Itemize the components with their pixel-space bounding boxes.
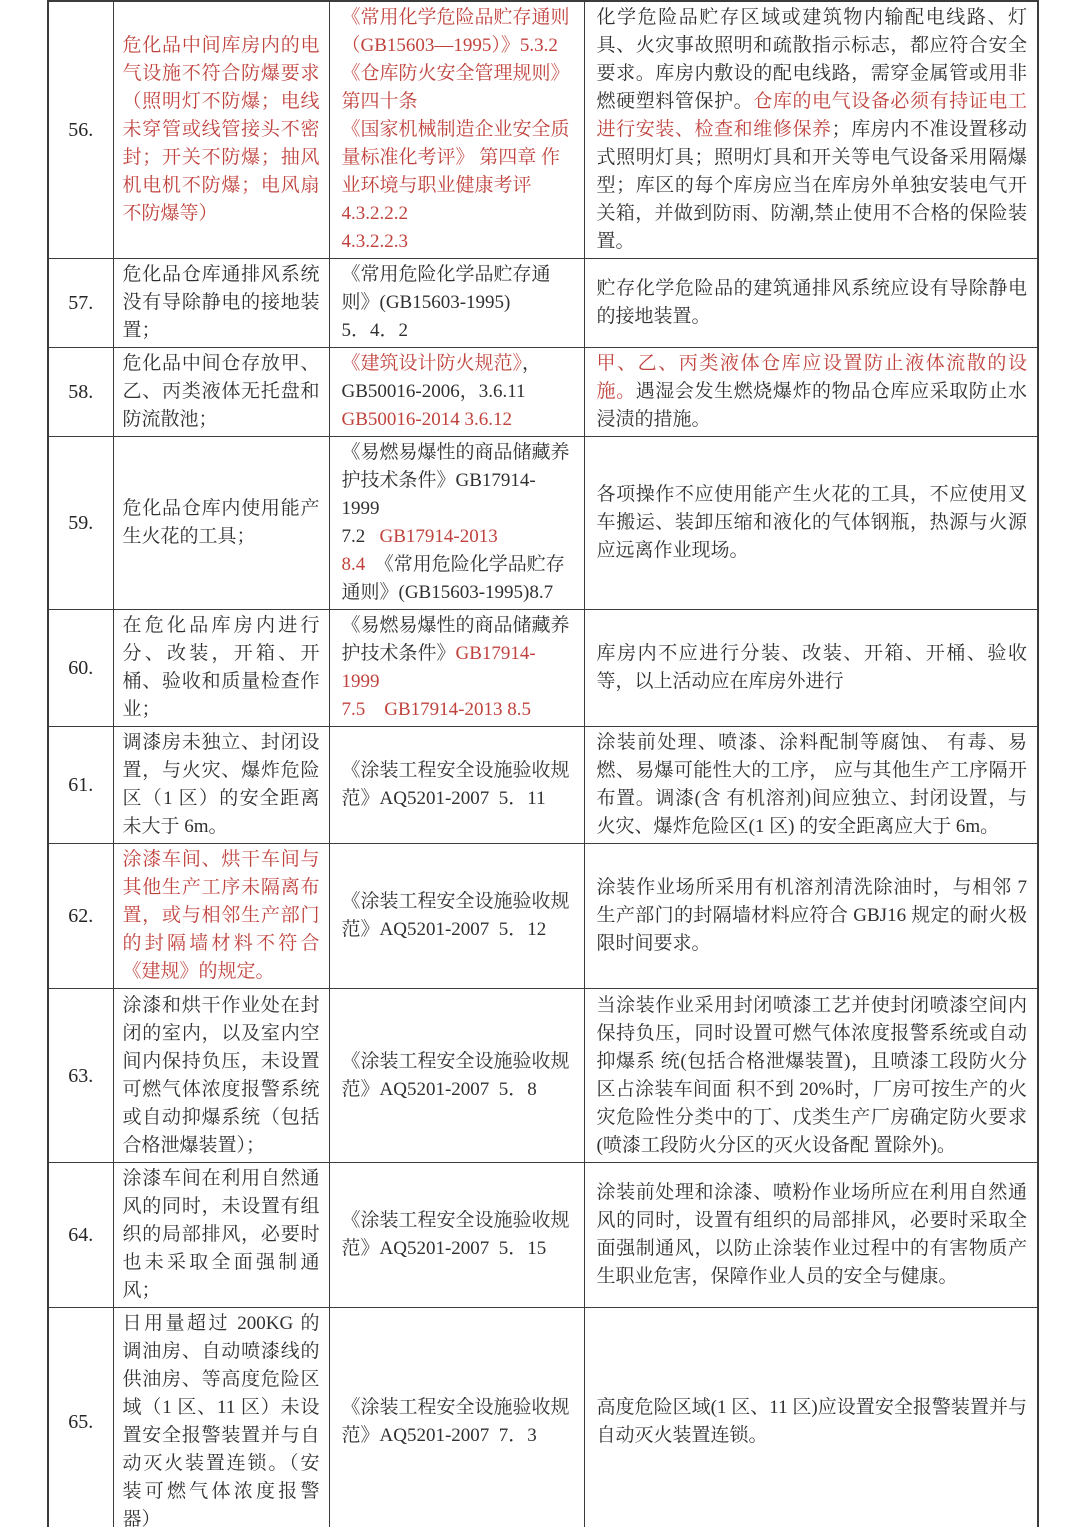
text-segment: 各项操作不应使用能产生火花的工具，不应使用叉车搬运、装卸压缩和液化的气体钢瓶，热源与火源应远离作业现场。 bbox=[596, 484, 1027, 561]
text-segment: ；库房内不准设置移动式照明灯具；照明灯具和开关等电气设备采用隔爆型；库区的每个库房应当在库房外单独安装电气开关箱，并做到防雨、防潮,禁止使用不合格的保险装置。 bbox=[596, 119, 1027, 252]
text-segment: 涂装前处理、喷漆、涂料配制等腐蚀、 有毒、易燃、易爆可能性大的工序， 应与其他生产工序隔开布置。调漆(含 有机溶剂)间应独立、封闭设置，与火灾、爆炸危险区(1 区) 的安全距离应大于 6m。 bbox=[596, 732, 1027, 837]
audit-table-body bbox=[48, 1, 1038, 1527]
audit-table bbox=[47, 0, 1039, 1527]
cell-regulation-reference bbox=[329, 1, 584, 259]
cell-requirement bbox=[584, 844, 1038, 989]
table-row bbox=[48, 989, 1038, 1163]
cell-requirement bbox=[584, 437, 1038, 610]
cell-row-number: 65. bbox=[48, 1308, 113, 1527]
cell-regulation-reference bbox=[329, 610, 584, 727]
text-segment: GB50016-2006，3.6.11 bbox=[341, 381, 526, 402]
text-segment: 《易燃易爆性的商品储藏养护技术条件》 bbox=[341, 615, 570, 664]
text-segment: 高度危险区域(1 区、11 区)应设置安全报警装置并与自动灭火装置连锁。 bbox=[596, 1397, 1027, 1446]
table-row bbox=[48, 727, 1038, 844]
cell-regulation-reference bbox=[329, 437, 584, 610]
text-segment: 4.3.2.2.3 bbox=[341, 231, 408, 252]
text-segment: GB50016-2014 3.6.12 bbox=[341, 409, 512, 430]
table-row bbox=[48, 348, 1038, 437]
table-row bbox=[48, 1, 1038, 259]
text-segment: 《涂装工程安全设施验收规范》AQ5201-2007 5．8 bbox=[341, 1050, 570, 1100]
text-segment: 7.2 bbox=[341, 526, 380, 547]
text-segment: 《常用危险化学品贮存通则》(GB15603-1995) bbox=[341, 264, 551, 313]
cell-issue-description bbox=[113, 1308, 329, 1527]
text-segment: 在危化品库房内进行分、改装，开箱、开桶、验收和质量检查作业； bbox=[122, 615, 320, 720]
text-segment: 危化品仓库内使用能产生火花的工具； bbox=[122, 498, 320, 547]
text-segment: 仓库的电气设备必须有持证电工进行安装、检查和维修保养 bbox=[596, 91, 1027, 140]
text-segment: ， bbox=[522, 353, 542, 374]
cell-row-number: 57. bbox=[48, 259, 113, 348]
text-segment: 化学危险品贮存区域或建筑物内输配电线路、灯具、火灾事故照明和疏散指示标志，都应符合安全要求。库房内敷设的配电线路，需穿金属管或用非燃硬塑料管保护。 bbox=[596, 7, 1027, 112]
cell-requirement bbox=[584, 727, 1038, 844]
cell-row-number: 60. bbox=[48, 610, 113, 727]
cell-issue-description bbox=[113, 989, 329, 1163]
cell-regulation-reference bbox=[329, 989, 584, 1163]
text-segment: 涂漆和烘干作业处在封闭的室内，以及室内空间内保持负压，未设置可燃气体浓度报警系统或自动抑爆系统（包括合格泄爆装置）； bbox=[122, 994, 320, 1156]
table-row bbox=[48, 437, 1038, 610]
text-segment: 调漆房未独立、封闭设置，与火灾、爆炸危险区（1 区）的安全距离未大于 6m。 bbox=[122, 732, 320, 837]
text-segment: 危化品中间库房内的电气设施不符合防爆要求（照明灯不防爆；电线未穿管或线管接头不密封；开关不防爆；抽风机电机不防爆；电风扇不防爆等） bbox=[122, 35, 320, 224]
text-segment: 《建筑设计防火规范》 bbox=[341, 353, 523, 374]
cell-issue-description bbox=[113, 259, 329, 348]
text-segment: GB17914-2013 bbox=[379, 526, 498, 547]
cell-row-number: 64. bbox=[48, 1163, 113, 1308]
table-row bbox=[48, 1163, 1038, 1308]
cell-regulation-reference bbox=[329, 1163, 584, 1308]
text-segment: 《国家机械制造企业安全质量标准化考评》 第四章 作业环境与职业健康考评 bbox=[341, 119, 570, 196]
text-segment: 《易燃易爆性的商品储藏养护技术条件》GB17914-1999 bbox=[341, 442, 570, 519]
text-segment: 涂漆车间、烘干车间与其他生产工序未隔离布置，或与相邻生产部门的封隔墙材料不符合《建规》的规定。 bbox=[122, 849, 320, 982]
cell-issue-description bbox=[113, 727, 329, 844]
text-segment: 遇湿会发生燃烧爆炸的物品仓库应采取防止水浸渍的措施。 bbox=[596, 381, 1027, 430]
cell-requirement bbox=[584, 1308, 1038, 1527]
text-segment: 甲、乙、丙类液体仓库应设置防止液体流散的设施。 bbox=[596, 353, 1027, 402]
text-segment: 《常用危险化学品贮存通则》(GB15603-1995)8.7 bbox=[341, 554, 565, 603]
cell-row-number: 61. bbox=[48, 727, 113, 844]
cell-regulation-reference bbox=[329, 348, 584, 437]
cell-row-number: 59. bbox=[48, 437, 113, 610]
cell-requirement bbox=[584, 1163, 1038, 1308]
cell-issue-description bbox=[113, 1, 329, 259]
cell-requirement bbox=[584, 989, 1038, 1163]
cell-issue-description bbox=[113, 610, 329, 727]
text-segment: 《涂装工程安全设施验收规范》AQ5201-2007 5．15 bbox=[341, 1210, 570, 1259]
table-row bbox=[48, 844, 1038, 989]
table-row bbox=[48, 610, 1038, 727]
text-segment: GB17914-1999 bbox=[341, 643, 536, 692]
cell-issue-description bbox=[113, 844, 329, 989]
text-segment: 涂漆车间在利用自然通风的同时，未设置有组织的局部排风，必要时也未采取全面强制通风； bbox=[122, 1168, 320, 1301]
cell-issue-description bbox=[113, 1163, 329, 1308]
cell-row-number: 56. bbox=[48, 1, 113, 259]
cell-row-number: 58. bbox=[48, 348, 113, 437]
cell-requirement bbox=[584, 610, 1038, 727]
text-segment: 涂装作业场所采用有机溶剂清洗除油时，与相邻 7 生产部门的封隔墙材料应符合 GBJ16 规定的耐火极限时间要求。 bbox=[596, 877, 1027, 954]
table-row bbox=[48, 1308, 1038, 1527]
cell-requirement bbox=[584, 1, 1038, 259]
text-segment: 危化品中间仓存放甲、乙、丙类液体无托盘和防流散池； bbox=[122, 353, 320, 430]
table-row bbox=[48, 259, 1038, 348]
text-segment: 《涂装工程安全设施验收规范》AQ5201-2007 5．12 bbox=[341, 891, 570, 940]
text-segment: 《常用化学危险品贮存通则（GB15603—1995）》5.3.2 bbox=[341, 7, 570, 56]
cell-regulation-reference bbox=[329, 844, 584, 989]
cell-row-number: 63. bbox=[48, 989, 113, 1163]
cell-regulation-reference bbox=[329, 1308, 584, 1527]
cell-regulation-reference bbox=[329, 727, 584, 844]
text-segment: 8.4 bbox=[341, 554, 366, 575]
cell-issue-description bbox=[113, 437, 329, 610]
text-segment: 涂装前处理和涂漆、喷粉作业场所应在利用自然通风的同时，设置有组织的局部排风，必要时采取全面强制通风，以防止涂装作业过程中的有害物质产生职业危害，保障作业人员的安全与健康。 bbox=[596, 1182, 1027, 1287]
text-segment: 《涂装工程安全设施验收规范》AQ5201-2007 7．3 bbox=[341, 1397, 570, 1446]
text-segment: 4.3.2.2.2 bbox=[341, 203, 408, 224]
cell-requirement bbox=[584, 259, 1038, 348]
text-segment: 日用量超过 200KG 的调油房、自动喷漆线的供油房、等高度危险区域（1 区、11 区）未设置安全报警装置并与自动灭火装置连锁。（安装可燃气体浓度报警器） bbox=[122, 1313, 320, 1527]
cell-requirement bbox=[584, 348, 1038, 437]
text-segment: 《仓库防火安全管理规则》 bbox=[341, 63, 570, 84]
cell-issue-description bbox=[113, 348, 329, 437]
text-segment: 《涂装工程安全设施验收规范》AQ5201-2007 5．11 bbox=[341, 760, 570, 809]
text-segment: 贮存化学危险品的建筑通排风系统应设有导除静电的接地装置。 bbox=[596, 278, 1027, 327]
cell-regulation-reference bbox=[329, 259, 584, 348]
text-segment: 当涂装作业采用封闭喷漆工艺并使封闭喷漆空间内保持负压，同时设置可燃气体浓度报警系统或自动抑爆系 统(包括合格泄爆装置)，且喷漆工段防火分区占涂装车间面 积不到 20%时，厂房可按生产的火灾危险性分类中的丁、戊类生产厂房确定防火要求(喷漆工段防火分区的灭火设备配 置除外)。 bbox=[596, 994, 1027, 1156]
cell-row-number: 62. bbox=[48, 844, 113, 989]
text-segment: 5．4．2 bbox=[341, 320, 409, 341]
text-segment: 7.5 GB17914-2013 8.5 bbox=[341, 699, 531, 720]
text-segment: 库房内不应进行分装、改装、开箱、开桶、验收等，以上活动应在库房外进行 bbox=[596, 643, 1027, 692]
text-segment: 危化品仓库通排风系统没有导除静电的接地装置； bbox=[122, 264, 320, 341]
text-segment: 第四十条 bbox=[341, 91, 418, 112]
